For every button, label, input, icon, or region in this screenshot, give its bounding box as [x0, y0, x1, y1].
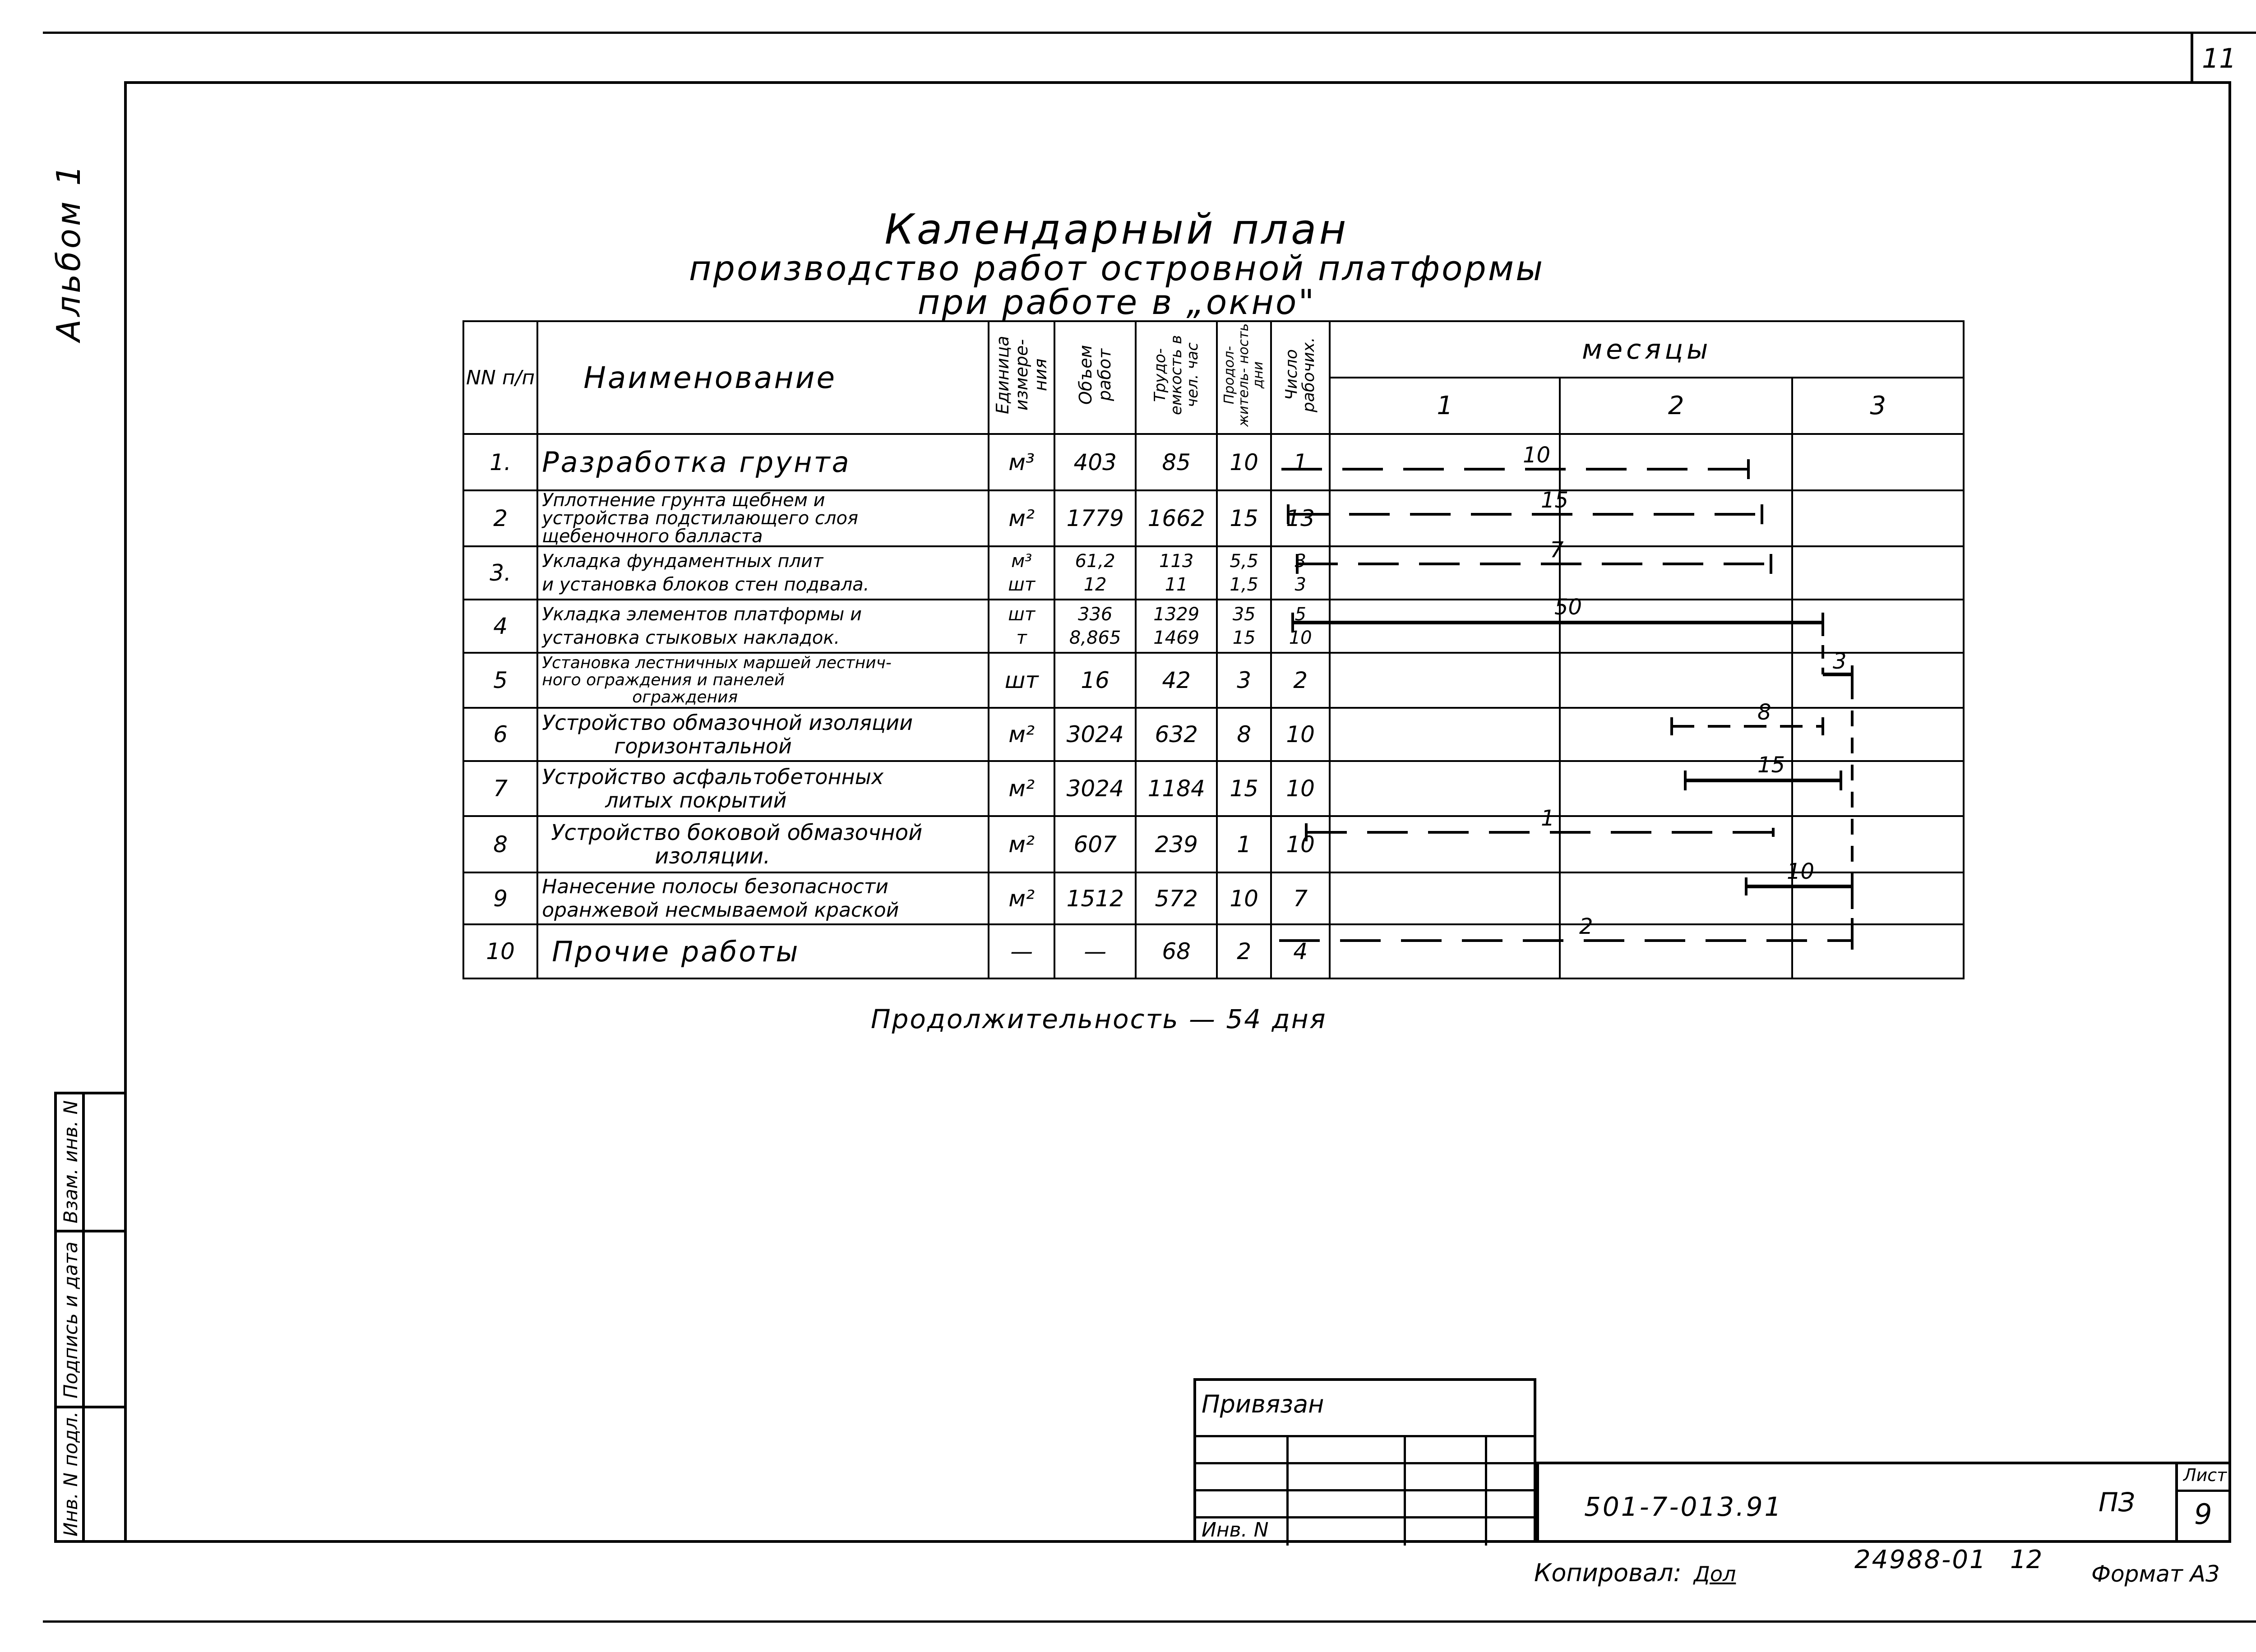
section-code: ПЗ [2099, 1487, 2135, 1518]
side-stamp-divider-2 [57, 1406, 126, 1408]
row-labor: 113 11 [1136, 546, 1217, 600]
binding-rule-3 [1196, 1489, 1534, 1491]
row-duration: 8 [1217, 708, 1271, 761]
order-number: 24988-01 [1854, 1545, 1987, 1574]
binding-col-1 [1286, 1435, 1289, 1546]
row-workers: 10 [1271, 708, 1330, 761]
gantt-label-8: 1 [1541, 806, 1555, 831]
row-workers: 2 [1271, 653, 1330, 708]
gantt-label-4: 50 [1554, 595, 1582, 620]
binding-label: Привязан [1202, 1390, 1324, 1418]
row-name: Укладка фундаментных плит и установка блоков стен подвала. [537, 546, 989, 600]
row-labor: 1184 [1136, 761, 1217, 816]
list-label: Лист [2183, 1465, 2227, 1485]
row-workers: 5 10 [1271, 600, 1330, 653]
header-months: месяцы [1330, 321, 1964, 378]
row-volume: — [1054, 924, 1136, 978]
month-2: 2 [1560, 378, 1792, 434]
side-label-vzam: Взам. инв. N [60, 1100, 82, 1224]
side-label-podpis: Подпись и дата [60, 1241, 82, 1398]
gantt-label-3: 7 [1550, 537, 1564, 563]
row-name: Прочие работы [537, 924, 989, 978]
row-volume: 3024 [1054, 708, 1136, 761]
row-unit: м³ шт [989, 546, 1054, 600]
row-workers: 1 [1271, 434, 1330, 490]
row-duration: 2 [1217, 924, 1271, 978]
list-cell [2175, 1462, 2231, 1543]
sheet-number: 11 [2202, 43, 2237, 74]
row-duration: 5,5 1,5 [1217, 546, 1271, 600]
list-label-rule [2178, 1490, 2231, 1492]
row-volume: 403 [1054, 434, 1136, 490]
document-code: 501-7-013.91 [1584, 1491, 1783, 1522]
row-name: Уплотнение грунта щебнем и устройства подстилающего слоя щебеночного балласта [537, 490, 989, 546]
row-duration: 3 [1217, 653, 1271, 708]
gantt-label-6: 8 [1757, 700, 1771, 725]
row-name: Устройство асфальтобетонных литых покрытий [537, 761, 989, 816]
row-labor: 1329 1469 [1136, 600, 1217, 653]
row-num: 2 [463, 490, 537, 546]
row-volume: 16 [1054, 653, 1136, 708]
row-unit: м² [989, 761, 1054, 816]
copied-by-signature: Дол [1693, 1562, 1736, 1586]
plan-subtitle-2: при работе в „окно" [917, 282, 1316, 322]
copied-by [1534, 1559, 1736, 1587]
row-num: 8 [463, 816, 537, 872]
paper-format: Формат А3 [2091, 1561, 2220, 1587]
header-volume: Объем работ [1054, 321, 1136, 434]
row-workers: 10 [1271, 761, 1330, 816]
row-unit: м² [989, 490, 1054, 546]
row-name: Нанесение полосы безопасности оранжевой несмываемой краской [537, 872, 989, 924]
binding-stamp [1193, 1378, 1536, 1543]
row-labor: 632 [1136, 708, 1217, 761]
row-unit: м² [989, 872, 1054, 924]
plan-title: Календарный план [884, 205, 1349, 254]
row-duration: 1 [1217, 816, 1271, 872]
row-labor: 85 [1136, 434, 1217, 490]
gantt-label-10: 2 [1579, 914, 1593, 939]
row-workers: 7 [1271, 872, 1330, 924]
title-block [1536, 1462, 2231, 1543]
row-unit: м³ [989, 434, 1054, 490]
row-num: 9 [463, 872, 537, 924]
binding-rule-2 [1196, 1462, 1534, 1464]
row-name: Устройство боковой обмазочной изоляции. [537, 816, 989, 872]
row-duration: 10 [1217, 434, 1271, 490]
row-num: 3. [463, 546, 537, 600]
row-labor: 42 [1136, 653, 1217, 708]
row-workers: 10 [1271, 816, 1330, 872]
gantt-label-7: 15 [1757, 752, 1785, 778]
row-labor: 1662 [1136, 490, 1217, 546]
gantt-label-1: 10 [1523, 443, 1551, 468]
binding-col-3 [1485, 1435, 1487, 1546]
side-stamp [54, 1092, 126, 1543]
side-label-inv: Инв. N подл. [60, 1411, 82, 1537]
list-number: 9 [2194, 1498, 2212, 1531]
row-name: Укладка элементов платформы и установка стыковых накладок. [537, 600, 989, 653]
row-num: 4 [463, 600, 537, 653]
month-1: 1 [1330, 378, 1560, 434]
row-duration: 35 15 [1217, 600, 1271, 653]
header-num: NN п/п [463, 321, 537, 434]
row-unit: м² [989, 816, 1054, 872]
row-volume: 61,2 12 [1054, 546, 1136, 600]
header-name: Наименование [537, 321, 989, 434]
row-unit: шт [989, 653, 1054, 708]
row-volume: 1779 [1054, 490, 1136, 546]
side-stamp-divider-1 [57, 1230, 126, 1232]
plan-subtitle: производство работ островной платформы [689, 248, 1545, 288]
row-duration: 15 [1217, 761, 1271, 816]
row-num: 10 [463, 924, 537, 978]
gantt-label-9: 10 [1787, 859, 1815, 884]
row-labor: 239 [1136, 816, 1217, 872]
header-unit: Единица измере- ния [989, 321, 1054, 434]
gantt-label-2: 15 [1541, 488, 1569, 513]
copied-by-label: Копировал: [1534, 1559, 1682, 1587]
row-workers: 13 [1271, 490, 1330, 546]
row-num: 1. [463, 434, 537, 490]
binding-rule-1 [1196, 1435, 1534, 1437]
side-stamp-column-rule [82, 1094, 85, 1540]
binding-inv-label: Инв. N [1202, 1518, 1269, 1541]
row-num: 6 [463, 708, 537, 761]
row-workers: 4 [1271, 924, 1330, 978]
row-volume: 3024 [1054, 761, 1136, 816]
order-sheet: 12 [2010, 1545, 2043, 1574]
row-unit: шт т [989, 600, 1054, 653]
row-unit: — [989, 924, 1054, 978]
row-name: Установка лестничных маршей лестнич- ного ограждения и панелей ограждения [537, 653, 989, 708]
row-volume: 607 [1054, 816, 1136, 872]
row-labor: 572 [1136, 872, 1217, 924]
row-num: 7 [463, 761, 537, 816]
header-duration: Продол- житель- ность дни [1217, 321, 1271, 434]
header-labor: Трудо- емкость в чел. час [1136, 321, 1217, 434]
row-volume: 336 8,865 [1054, 600, 1136, 653]
row-duration: 15 [1217, 490, 1271, 546]
row-labor: 68 [1136, 924, 1217, 978]
row-num: 5 [463, 653, 537, 708]
album-label: Альбом 1 [50, 162, 88, 342]
duration-note: Продолжительность — 54 дня [871, 1004, 1327, 1034]
gantt-label-5: 3 [1833, 649, 1847, 674]
row-workers: 3 3 [1271, 546, 1330, 600]
binding-col-2 [1404, 1435, 1406, 1546]
month-3: 3 [1792, 378, 1964, 434]
row-name: Устройство обмазочной изоляции горизонтальной [537, 708, 989, 761]
row-volume: 1512 [1054, 872, 1136, 924]
row-unit: м² [989, 708, 1054, 761]
row-name: Разработка грунта [537, 434, 989, 490]
header-workers: Число рабочих. [1271, 321, 1330, 434]
row-duration: 10 [1217, 872, 1271, 924]
